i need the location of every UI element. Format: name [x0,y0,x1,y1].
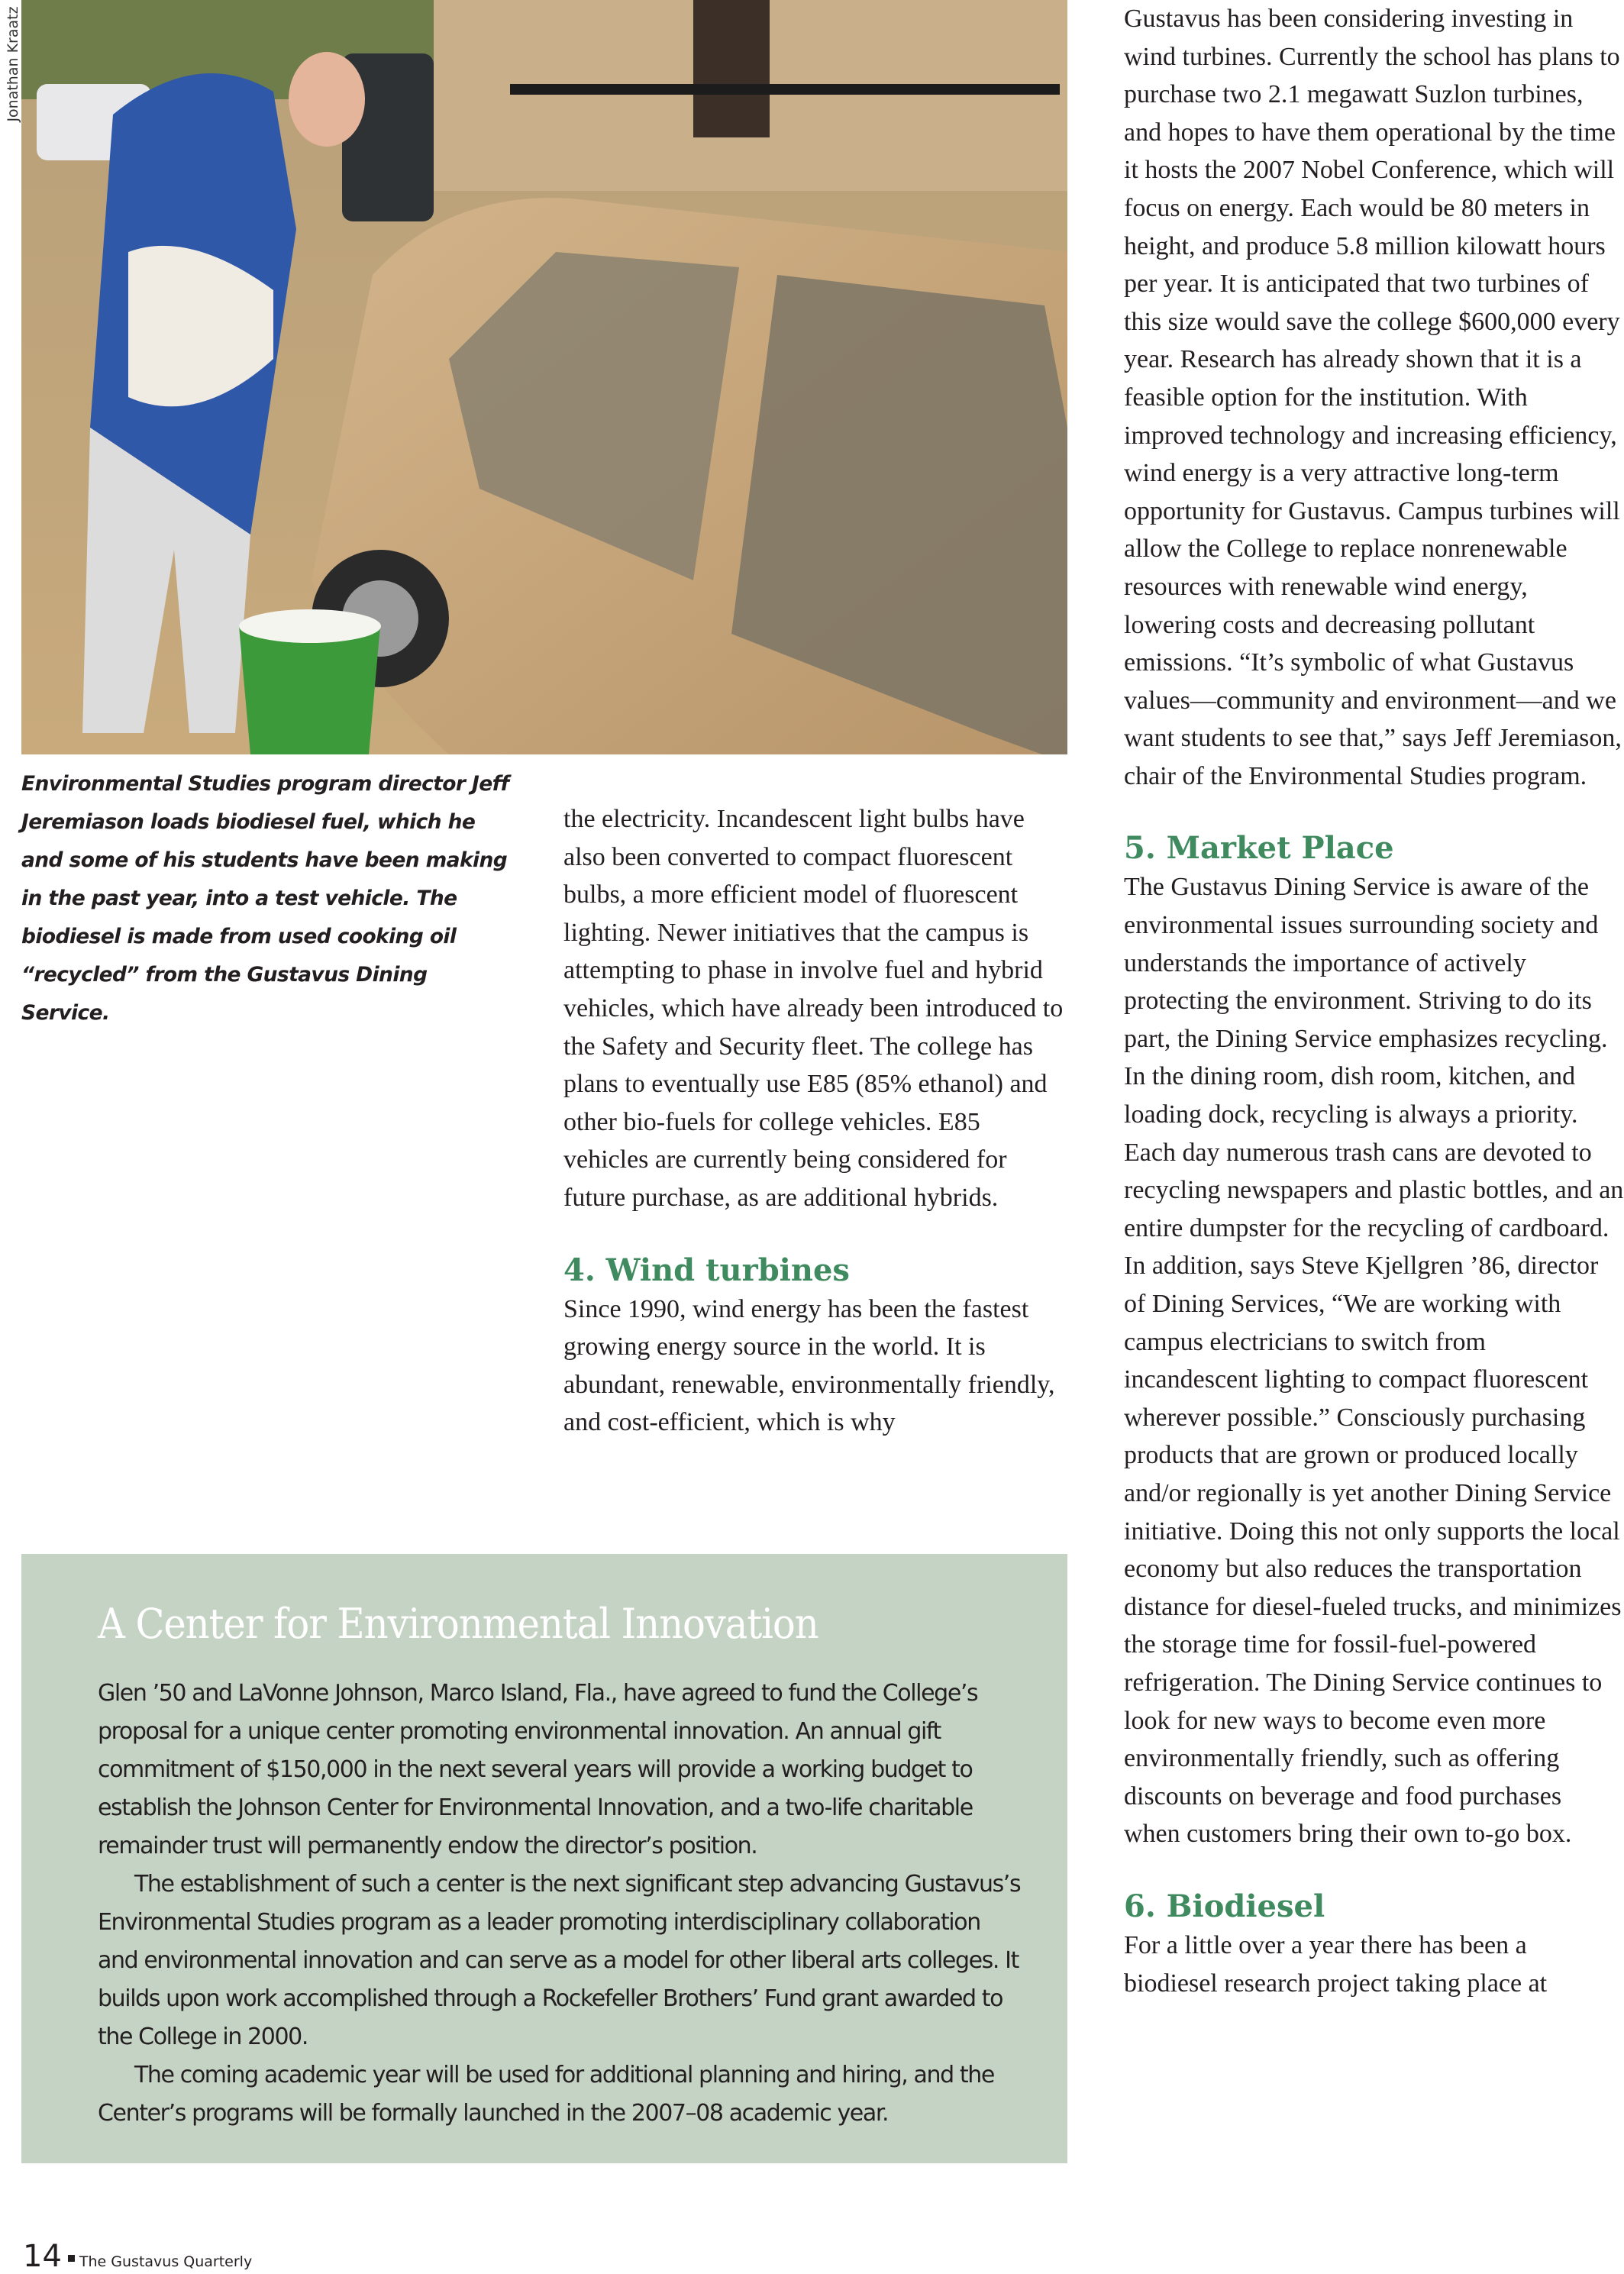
article-right-column [1124,0,1624,2002]
photo-illustration [21,0,1067,754]
section-heading-market-place: 5. Market Place [1124,830,1394,867]
sidebar-paragraph: Glen ’50 and LaVonne Johnson, Marco Island, Fla., have agreed to fund the College’s proposal for a unique center promoting environmental innovation. An annual gift commitment of $150,000 in the next several years will provide a working budget to establish the Johnson Center for Environmental Innovation, and a two-life charitable remainder trust will permanently endow the director’s position. [98,1680,978,1859]
page-number: 14 [23,2239,62,2274]
section-heading-wind-turbines: 4. Wind turbines [563,1252,850,1288]
body-paragraph: Since 1990, wind energy has been the fastest growing energy source in the world. It is abundant, renewable, environmentally friendly, and cost-efficient, which is why [563,1294,1055,1437]
sidebar-box-body [98,1675,1022,2133]
green-bucket-shape [239,626,380,754]
building-window-shape [693,0,770,137]
square-bullet-icon [68,2255,75,2262]
sidebar-paragraph: The establishment of such a center is the next significant step advancing Gustavus’s Environmental Studies program as a leader promoting interdisciplinary collaboration and environmental innovation and can serve as a model for other liberal arts colleges. It builds upon work accomplished through a Rockefeller Brothers’ Fund grant awarded to the College in 2000. [98,1871,1021,2050]
body-paragraph: the electricity. Incandescent light bulbs have also been converted to compact fluorescent bulbs, a more efficient model of fluorescent lighting. Newer initiatives that the campus is attempting to phase in involve fuel and hybrid vehicles, which have already been introduced to the Safety and Security fleet. The college has plans to eventually use E85 (85% ethanol) and other bio-fuels for college vehicles. E85 vehicles are currently being considered for future purchase, as are additional hybrids. [563,805,1064,1212]
sidebar-paragraph: The coming academic year will be used for additional planning and hiring, and the Center’s programs will be formally launched in the 2007–08 academic year. [98,2062,994,2127]
sidebar-box-title: A Center for Environmental Innovation [98,1600,818,1648]
photo-caption: Environmental Studies program director Jeff Jeremiason loads biodiesel fuel, which he and some of his students have been making in the past year, into a test vehicle. The biodiesel is made from used cooking oil “recycled” from the Gustavus Dining Service. [21,772,509,1025]
body-paragraph: The Gustavus Dining Service is aware of the environmental issues surrounding society and understands the importance of actively protecting the environment. Striving to do its part, the Dining Service emphasizes recycling. In the dining room, dish room, kitchen, and loading dock, recycling is always a priority. Each day numerous trash cans are devoted to recycling newspapers and plastic bottles, and an entire dumpster for the recycling of cardboard. In addition, says Steve Kjellgren ’86, director of Dining Services, “We are working with campus electricians to switch from incandescent lighting to compact fluorescent wherever possible.” Consciously purchasing products that are grown or produced locally and/or regionally is yet another Dining Service initiative. Doing this not only supports the local economy but also reduces the transportation distance for diesel-fueled trucks, and minimizes the storage time for fossil-fuel-powered refrigeration. The Dining Service continues to look for new ways to become even more environmentally friendly, such as offering discounts on beverage and food purchases when customers bring their own to-go box. [1124,873,1624,1849]
article-middle-column [563,800,1067,1442]
page-footer [23,2239,252,2274]
photo-credit-text: Jonathan Kraatz [5,6,21,122]
body-paragraph: Gustavus has been considering investing in wind turbines. Currently the school has plans to purchase two 2.1 megawatt Suzlon turbines, and hopes to have them operational by the time it hosts the 2007 Nobel Conference, which will focus on energy. Each would be 80 meters in height, and produce 5.8 million kilowatt hours per year. It is anticipated that two turbines of this size would save the college $600,000 every year. Research has already shown that it is a feasible option for the institution. With improved technology and increasing efficiency, wind energy is a very attractive long-term opportunity for Gustavus. Campus turbines will allow the College to replace nonrenewable resources with renewable wind energy, lowering costs and decreasing pollutant emissions. “It’s symbolic of what Gustavus values—community and environment—and we want students to see that,” says Jeff Jeremiason, chair of the Environmental Studies program. [1124,5,1622,790]
photo [21,0,1067,754]
body-paragraph: For a little over a year there has been a biodiesel research project taking place at [1124,1930,1548,1998]
sidebar-box [21,1554,1067,2163]
publication-name: The Gustavus Quarterly [79,2253,253,2270]
roof-rack-shape [510,84,1060,95]
bucket-lid-shape [239,609,381,643]
person-head-shape [289,52,365,147]
section-heading-biodiesel: 6. Biodiesel [1124,1888,1325,1924]
